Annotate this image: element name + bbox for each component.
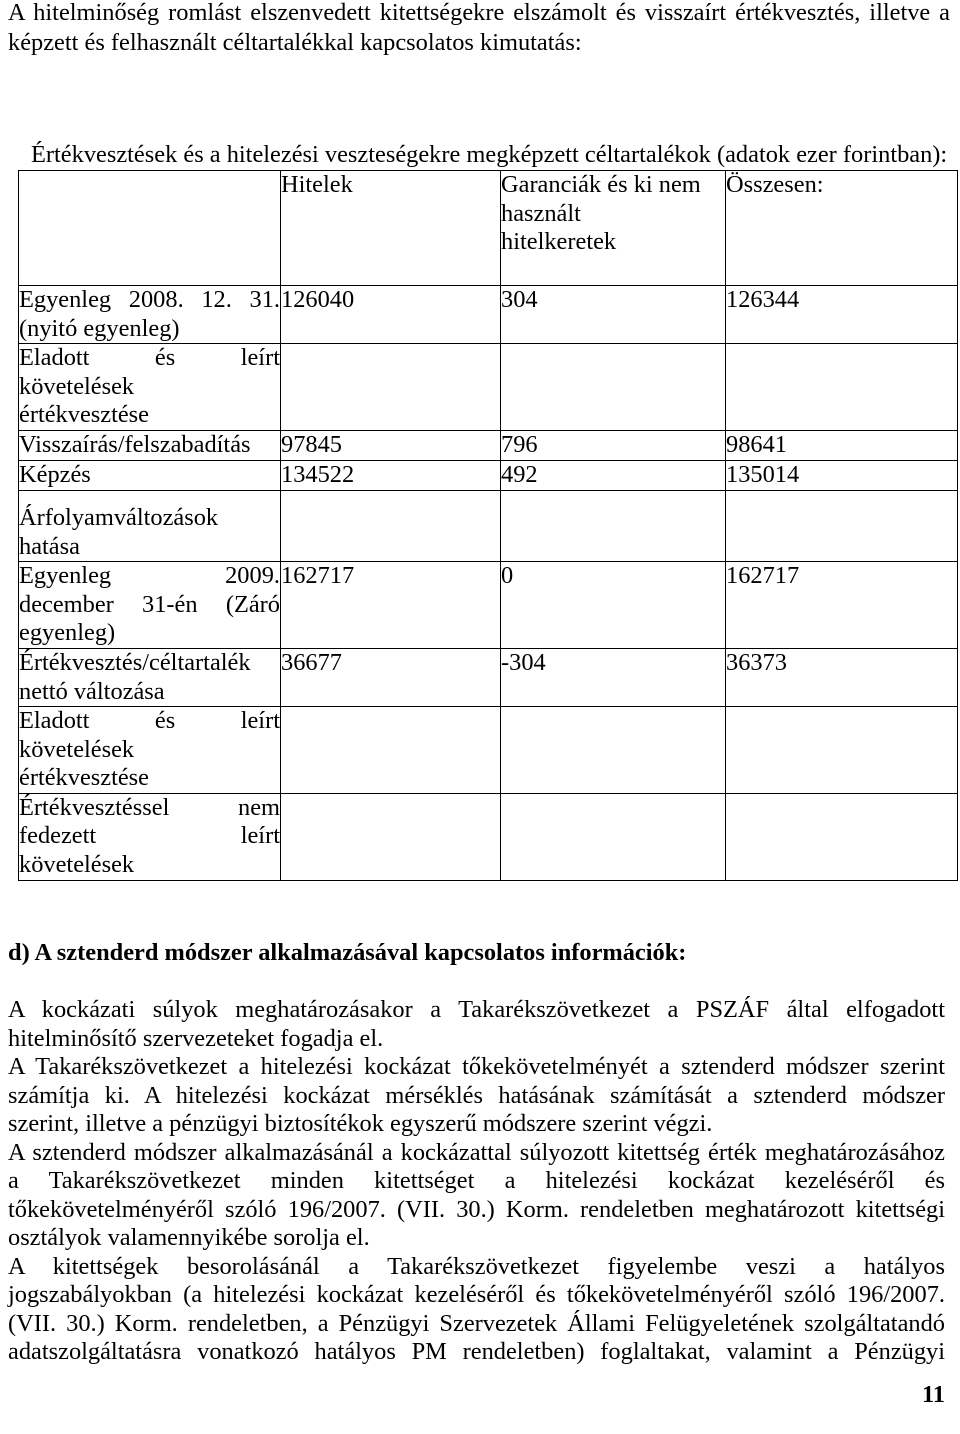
header-label: Összesen: [726, 171, 824, 198]
row-label-line: követelések [19, 850, 135, 878]
row-label-line: Értékvesztés/céltartalék [19, 649, 251, 676]
garanciak-cell [501, 344, 726, 431]
row-label-line: követelések [19, 735, 135, 763]
garanciak-cell: 796 [501, 431, 726, 461]
row-label-cell [19, 491, 281, 562]
page-number: 11 [921, 1381, 945, 1408]
row-label-line: (nyitó egyenleg) [19, 314, 180, 342]
header-label-line: hitelkeretek [501, 228, 617, 255]
intro-line: A hitelminőség romlást elszenvedett kitettségekre elszámolt és visszaírt értékvesztés, illetve a [8, 0, 950, 26]
row-label-line: fedezett leírt [19, 822, 280, 849]
osszesen-cell [726, 707, 958, 794]
row-label-cell [19, 286, 281, 344]
hitelek-cell [281, 793, 501, 880]
hitelek-cell: 134522 [281, 461, 501, 491]
osszesen-cell [726, 491, 958, 562]
header-cell-garanciak [501, 171, 726, 286]
table-row [19, 562, 958, 649]
hitelek-cell [281, 707, 501, 794]
impairment-table [18, 170, 958, 881]
table-row [19, 491, 958, 562]
row-label-line: értékvesztése [19, 764, 150, 791]
table-caption: Értékvesztések és a hitelezési veszteségekre megképzett céltartalékok (adatok ezer forintban): [31, 141, 948, 168]
garanciak-cell [501, 793, 726, 880]
osszesen-cell: 135014 [726, 461, 958, 491]
paragraph-line: számítja ki. A hitelezési kockázat mérséklés hatásának számítását a sztenderd módszer [8, 1081, 945, 1109]
table-row [19, 649, 958, 707]
header-label: Hitelek [281, 171, 353, 198]
row-label-cell [19, 344, 281, 431]
header-cell-hitelek [281, 171, 501, 286]
row-label-line: Egyenleg 2009. [19, 562, 280, 589]
hitelek-cell: 162717 [281, 562, 501, 649]
table-row [19, 707, 958, 794]
header-label-line: Garanciák és ki nem [501, 171, 701, 198]
row-label-line: Egyenleg 2008. 12. 31. [19, 286, 280, 313]
table-row [19, 461, 958, 491]
paragraph [8, 1253, 945, 1367]
section-d [8, 939, 945, 1367]
paragraph-line: jogszabályokban (a hitelezési kockázat kezeléséről és tőkekövetelményéről szóló 196/2007. [8, 1281, 945, 1308]
row-label-cell [19, 461, 281, 491]
osszesen-cell [726, 344, 958, 431]
row-label-line: Visszaírás/felszabadítás [19, 431, 251, 458]
osszesen-cell: 36373 [726, 649, 958, 707]
paragraph-line: tőkekövetelményéről szóló 196/2007. (VII. 30.) Korm. rendeletben meghatározott kitettségi [8, 1195, 945, 1223]
row-label-line: Eladott és leírt [19, 344, 280, 371]
garanciak-cell: 304 [501, 286, 726, 344]
paragraph-line: (VII. 30.) Korm. rendeletben, a Pénzügyi Szervezetek Állami Felügyeletének szolgáltatandó [8, 1309, 945, 1337]
paragraph-line: szerint, illetve a pénzügyi biztosítékok egyszerű módszere szerint végzi. [8, 1110, 713, 1137]
row-label-line: értékvesztése [19, 401, 150, 428]
paragraph-line: adatszolgáltatásra vonatkozó hatályos PM rendeletben) foglaltakat, valamint a Pénzügyi [8, 1338, 945, 1365]
row-label-cell [19, 431, 281, 461]
table-row [19, 344, 958, 431]
row-label-line: nettó változása [19, 677, 165, 705]
row-label-line: Eladott és leírt [19, 707, 280, 734]
row-label-line: december 31-én (Záró [19, 590, 280, 618]
header-row [19, 171, 958, 286]
header-cell-osszesen [726, 171, 958, 286]
hitelek-cell [281, 344, 501, 431]
table-row [19, 286, 958, 344]
hitelek-cell: 36677 [281, 649, 501, 707]
row-label-line: Értékvesztéssel nem [19, 793, 280, 821]
paragraph [8, 996, 945, 1053]
paragraph-line: a Takarékszövetkezet minden kitettséget a hitelezési kockázat kezeléséről és [8, 1167, 945, 1194]
paragraph [8, 1139, 945, 1253]
row-label-cell [19, 649, 281, 707]
row-label-line: hatása [19, 532, 80, 560]
garanciak-cell [501, 491, 726, 562]
hitelek-cell: 126040 [281, 286, 501, 344]
garanciak-cell: 492 [501, 461, 726, 491]
garanciak-cell [501, 707, 726, 794]
row-label-line: Árfolyamváltozások [19, 504, 219, 531]
table-row [19, 431, 958, 461]
row-label-cell [19, 707, 281, 794]
paragraph-line: osztályok valamennyikébe sorolja el. [8, 1224, 370, 1251]
hitelek-cell [281, 491, 501, 562]
row-label-line: követelések [19, 372, 135, 400]
row-label-cell [19, 793, 281, 880]
paragraph-line: hitelminősítő szervezeteket fogadja el. [8, 1024, 384, 1052]
section-heading: d) A sztenderd módszer alkalmazásával kapcsolatos információk: [8, 939, 687, 966]
osszesen-cell [726, 793, 958, 880]
header-cell-empty [19, 171, 281, 286]
garanciak-cell: -304 [501, 649, 726, 707]
paragraph-line: A sztenderd módszer alkalmazásánál a kockázattal súlyozott kitettség érték meghatározásához [8, 1138, 945, 1166]
garanciak-cell: 0 [501, 562, 726, 649]
row-label-line: Képzés [19, 461, 91, 488]
row-label-line: egyenleg) [19, 619, 116, 646]
paragraph-line: A Takarékszövetkezet a hitelezési kockázat tőkekövetelményét a sztenderd módszer szerint [8, 1053, 945, 1080]
osszesen-cell: 162717 [726, 562, 958, 649]
hitelek-cell: 97845 [281, 431, 501, 461]
header-label-line: használt [501, 199, 581, 227]
paragraph-line: A kockázati súlyok meghatározásakor a Takarékszövetkezet a PSZÁF által elfogadott [8, 996, 945, 1023]
row-label-cell [19, 562, 281, 649]
osszesen-cell: 98641 [726, 431, 958, 461]
osszesen-cell: 126344 [726, 286, 958, 344]
intro-paragraph [8, 0, 950, 57]
paragraph-line: A kitettségek besorolásánál a Takarékszövetkezet figyelembe veszi a hatályos [8, 1252, 945, 1280]
table-row [19, 793, 958, 880]
paragraph [8, 1053, 945, 1139]
intro-line: képzett és felhasznált céltartalékkal kapcsolatos kimutatás: [8, 28, 582, 56]
